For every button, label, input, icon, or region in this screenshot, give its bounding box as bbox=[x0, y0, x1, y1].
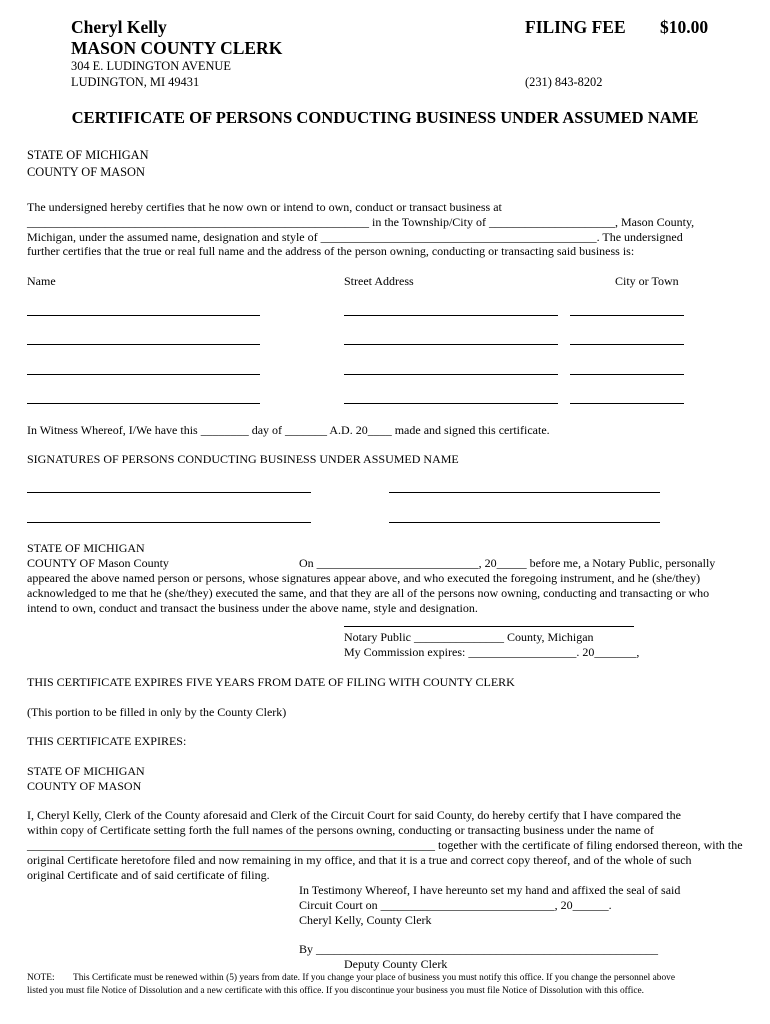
clerk-cert-line-3: ____________________________________________________________________ together with the certificate of filing endorsed thereon, with the bbox=[27, 838, 743, 852]
notary-line-4: intend to own, conduct and transact the business under the above name, style and designation. bbox=[27, 601, 478, 615]
clerk-cert-line-2: within copy of Certificate setting forth the full names of the persons owning, conducting or transacting business under the name of bbox=[27, 823, 654, 837]
note-line-1: This Certificate must be renewed within (5) years from date. If you change your place of business you must notify this office. If you change the personnel above bbox=[73, 973, 675, 983]
expires-label: THIS CERTIFICATE EXPIRES: bbox=[27, 734, 187, 748]
certification-line-1: The undersigned hereby certifies that he now own or intend to own, conduct or transact business at bbox=[27, 200, 502, 214]
city-field-4[interactable] bbox=[570, 403, 684, 404]
note-line-2: listed you must file Notice of Dissolution and a new certificate with this office. If you discontinue your business you must file Notice of Dissolution with this office. bbox=[27, 986, 644, 996]
notary-state: STATE OF MICHIGAN bbox=[27, 541, 145, 555]
column-header-name: Name bbox=[27, 274, 56, 288]
name-field-3[interactable] bbox=[27, 374, 260, 375]
venue-county: COUNTY OF MASON bbox=[27, 165, 145, 179]
notary-county: COUNTY OF Mason County bbox=[27, 556, 169, 570]
clerk-state: STATE OF MICHIGAN bbox=[27, 764, 145, 778]
clerk-name: Cheryl Kelly bbox=[71, 17, 167, 37]
certification-line-4: further certifies that the true or real full name and the address of the person owning, conducting or transacting said business is: bbox=[27, 244, 635, 258]
notary-signature-field[interactable] bbox=[344, 626, 634, 627]
testimony-line-3: Cheryl Kelly, County Clerk bbox=[299, 913, 432, 927]
street-field-1[interactable] bbox=[344, 315, 558, 316]
clerk-cert-line-1: I, Cheryl Kelly, Clerk of the County aforesaid and Clerk of the Circuit Court for said County, do hereby certify that I have compared the bbox=[27, 808, 681, 822]
clerk-county: COUNTY OF MASON bbox=[27, 779, 142, 793]
deputy-clerk-label: Deputy County Clerk bbox=[344, 957, 448, 971]
signatures-heading: SIGNATURES OF PERSONS CONDUCTING BUSINESS UNDER ASSUMED NAME bbox=[27, 452, 459, 466]
venue-state: STATE OF MICHIGAN bbox=[27, 148, 149, 162]
note-label: NOTE: bbox=[27, 973, 55, 983]
signature-field-3[interactable] bbox=[27, 522, 311, 523]
testimony-line-1: In Testimony Whereof, I have hereunto set my hand and affixed the seal of said bbox=[299, 883, 681, 897]
document-title: CERTIFICATE OF PERSONS CONDUCTING BUSINESS UNDER ASSUMED NAME bbox=[71, 108, 699, 127]
name-field-1[interactable] bbox=[27, 315, 260, 316]
address-line-2: LUDINGTON, MI 49431 bbox=[71, 75, 200, 89]
column-header-street: Street Address bbox=[344, 274, 414, 288]
deputy-by-line: By _________________________________________________________ bbox=[299, 942, 659, 956]
notary-on-line: On ___________________________, 20_____ before me, a Notary Public, personally bbox=[299, 556, 716, 570]
clerk-cert-line-5: original Certificate and of said certificate of filing. bbox=[27, 868, 270, 882]
city-field-3[interactable] bbox=[570, 374, 684, 375]
street-field-2[interactable] bbox=[344, 344, 558, 345]
witness-statement: In Witness Whereof, I/We have this ________ day of _______ A.D. 20____ made and signed this certificate. bbox=[27, 423, 550, 437]
filing-fee-amount: $10.00 bbox=[660, 17, 709, 37]
notary-line-3: acknowledged to me that he (she/they) executed the same, and that they are all of the persons now owning, conducting and transacting or who bbox=[27, 586, 710, 600]
name-field-4[interactable] bbox=[27, 403, 260, 404]
city-field-2[interactable] bbox=[570, 344, 684, 345]
clerk-cert-line-4: original Certificate heretofore filed and now remaining in my office, and that it is a true and correct copy thereof, and of the whole of such bbox=[27, 853, 692, 867]
signature-field-1[interactable] bbox=[27, 492, 311, 493]
city-field-1[interactable] bbox=[570, 315, 684, 316]
address-line-1: 304 E. LUDINGTON AVENUE bbox=[71, 59, 231, 73]
certification-line-2: _________________________________________________________ in the Township/City of _____________________, Mason County, bbox=[27, 215, 695, 229]
testimony-line-2: Circuit Court on _____________________________, 20______. bbox=[299, 898, 612, 912]
phone-number: (231) 843-8202 bbox=[525, 75, 603, 89]
notary-line-2: appeared the above named person or persons, whose signatures appear above, and who executed the foregoing instrument, and he (she/they) bbox=[27, 571, 701, 585]
column-header-city: City or Town bbox=[615, 274, 679, 288]
office-name: MASON COUNTY CLERK bbox=[71, 38, 283, 58]
filing-fee-label: FILING FEE bbox=[525, 17, 626, 37]
street-field-4[interactable] bbox=[344, 403, 558, 404]
clerk-portion-note: (This portion to be filled in only by the County Clerk) bbox=[27, 705, 287, 719]
signature-field-4[interactable] bbox=[389, 522, 660, 523]
street-field-3[interactable] bbox=[344, 374, 558, 375]
name-field-2[interactable] bbox=[27, 344, 260, 345]
certification-line-3: Michigan, under the assumed name, designation and style of ______________________________________________. The undersigned bbox=[27, 230, 683, 244]
expiry-notice: THIS CERTIFICATE EXPIRES FIVE YEARS FROM DATE OF FILING WITH COUNTY CLERK bbox=[27, 675, 515, 689]
signature-field-2[interactable] bbox=[389, 492, 660, 493]
notary-public-line: Notary Public _______________ County, Michigan bbox=[344, 630, 594, 644]
notary-commission-line: My Commission expires: __________________. 20_______, bbox=[344, 645, 640, 659]
